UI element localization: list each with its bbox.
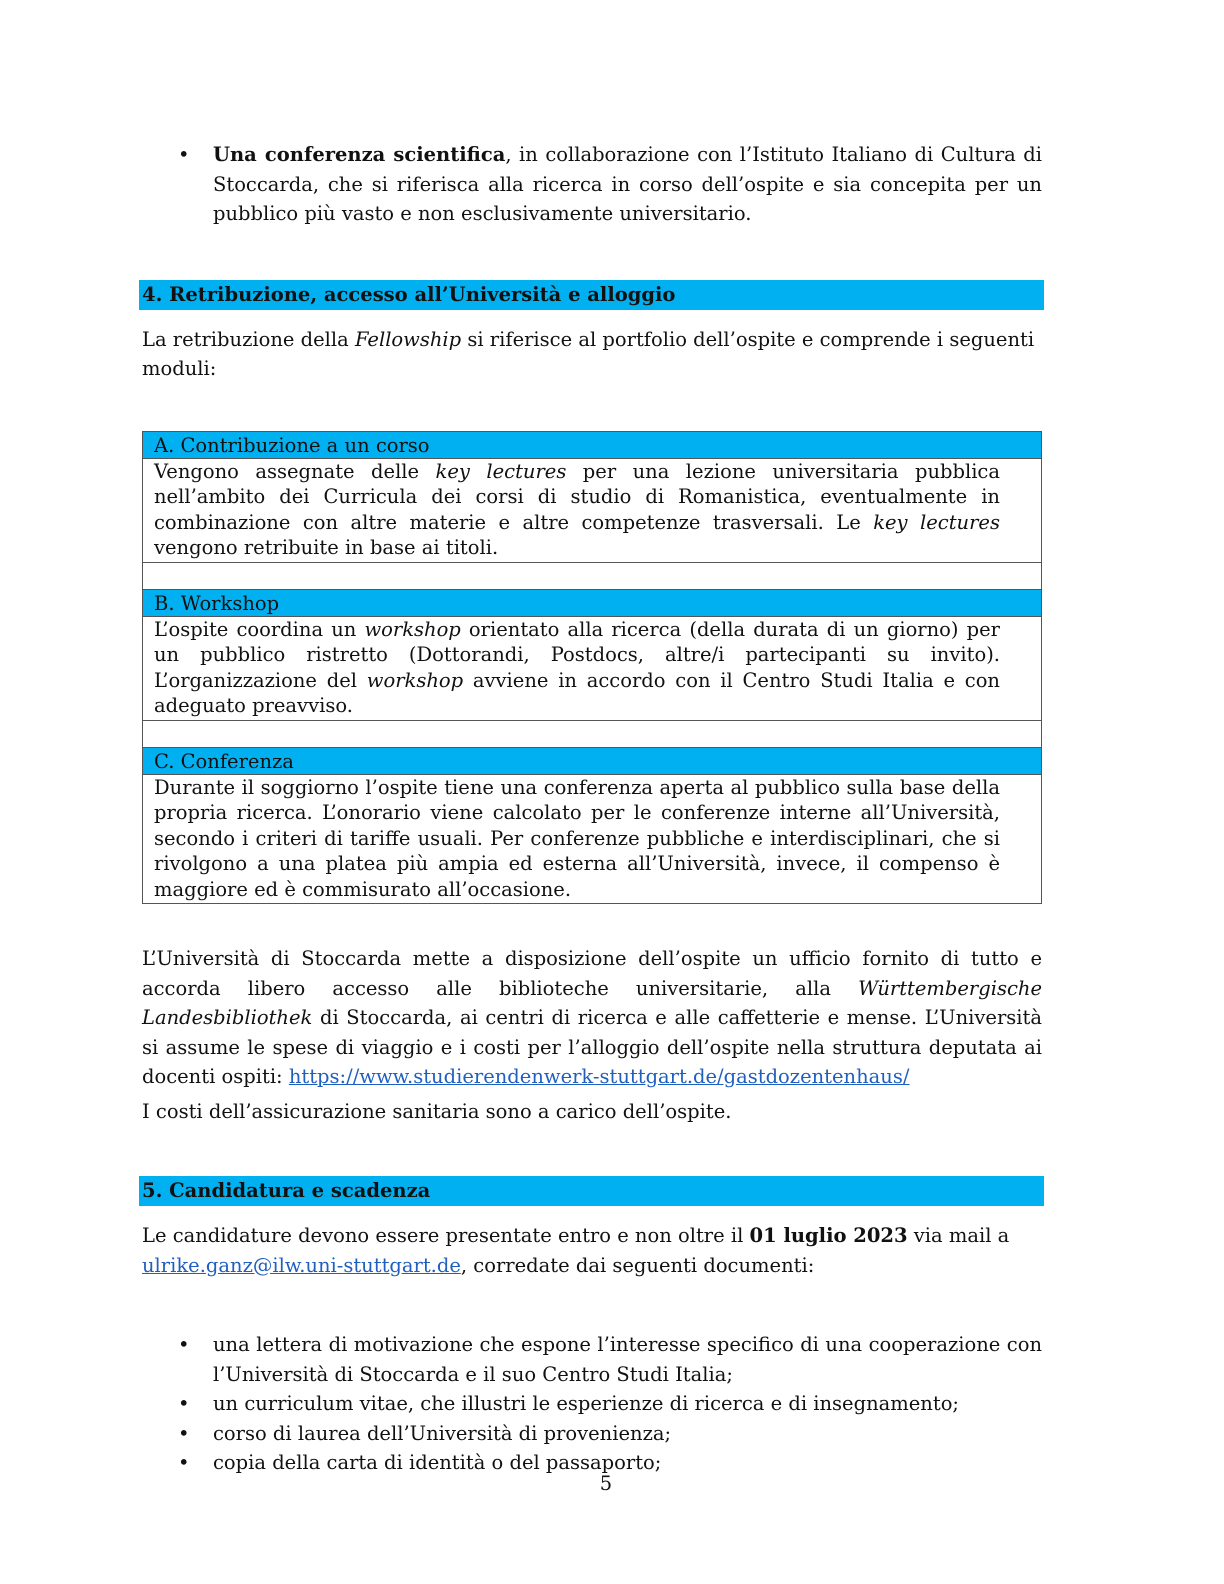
module-italic: key lectures bbox=[873, 510, 1000, 534]
access-text: L’Università di Stoccarda mette a disposizione dell’ospite un ufficio fornito di tutto e accorda libero accesso alle biblioteche universitarie, alla bbox=[142, 947, 1042, 1000]
deadline-date: 01 luglio 2023 bbox=[749, 1224, 908, 1247]
access-text: di Stoccarda, ai centri di ricerca e alle caffetterie e mense. L’Università si assume le spese di viaggio e i costi per l’alloggio dell’ospite nella struttura deputata ai docenti ospiti: bbox=[142, 1006, 1042, 1088]
list-item: • un curriculum vitae, che illustri le esperienze di ricerca e di insegnamento; bbox=[142, 1389, 1042, 1419]
module-italic: workshop bbox=[364, 617, 461, 641]
list-item: • una lettera di motivazione che espone l’interesse specifico di una cooperazione con l’Università di Stoccarda e il suo Centro Studi Italia; bbox=[142, 1330, 1042, 1389]
insurance-paragraph: I costi dell’assicurazione sanitaria sono a carico dell’ospite. bbox=[142, 1099, 732, 1123]
section-4-heading: 4. Retribuzione, accesso all’Università e alloggio bbox=[139, 280, 1044, 310]
module-text: vengono retribuite in base ai titoli. bbox=[154, 536, 499, 559]
intro-italic: Fellowship bbox=[354, 327, 462, 351]
intro-text: La retribuzione della bbox=[142, 327, 355, 351]
list-item: • copia della carta di identità o del passaporto; bbox=[142, 1448, 1042, 1478]
module-c-body: Durante il soggiorno l’ospite tiene una conferenza aperta al pubblico sulla base della propria ricerca. L’onorario viene calcolato per le conferenze interne all’Università, secondo i criteri di tariffe usuali. Per conferenze pubbliche e interdisciplinari, che si rivolgono a una platea più ampia ed esterna all’Università, invece, il compenso è maggiore ed è commisurato all’occasione. bbox=[154, 775, 1000, 901]
module-text: per una lezione universitaria pubblica nell’ambito dei Curricula dei corsi di studio di Romanistica, eventualmente in combinazione con altre materie e altre competenze trasversali. Le bbox=[154, 459, 1000, 534]
documents-list bbox=[142, 1330, 1042, 1478]
top-bullet-list bbox=[142, 140, 1042, 229]
access-paragraph bbox=[142, 944, 1042, 1092]
module-text: L’ospite coordina un bbox=[154, 617, 365, 641]
page-number: 5 bbox=[599, 1472, 613, 1495]
module-spacer bbox=[143, 563, 1041, 590]
section-5-heading: 5. Candidatura e scadenza bbox=[139, 1176, 1044, 1206]
deadline-paragraph bbox=[142, 1221, 1042, 1280]
list-item: • corso di laurea dell’Università di provenienza; bbox=[142, 1419, 1042, 1449]
module-spacer bbox=[143, 721, 1041, 748]
section-4-intro bbox=[142, 325, 1042, 384]
module-a-body bbox=[143, 459, 1041, 563]
module-italic: workshop bbox=[366, 668, 464, 692]
intro-text: si riferisce al portfolio dell’ospite e comprende i seguenti moduli: bbox=[142, 327, 1035, 380]
page-content bbox=[142, 140, 1042, 1478]
list-item bbox=[142, 140, 1042, 229]
module-text: orientato alla ricerca (della durata di un giorno) per un pubblico ristretto (Dottorandi, Postdocs, altre/i partecipanti su invito). L’organizzazione del bbox=[154, 617, 1000, 692]
module-text: avviene in accordo con il Centro Studi Italia e con adeguato preavviso. bbox=[154, 668, 1000, 717]
module-c-title: C. Conferenza bbox=[143, 748, 1041, 775]
modules-table bbox=[142, 431, 1042, 905]
deadline-text: via mail a bbox=[907, 1224, 1010, 1247]
module-text: Vengono assegnate delle bbox=[154, 459, 436, 483]
bullet-text: , in collaborazione con l’Istituto Italiano di Cultura di Stoccarda, che si riferisca alla ricerca in corso dell’ospite e sia concepita per un pubblico più vasto e non esclusivamente universitario. bbox=[213, 143, 1042, 225]
deadline-text: , corredate dai seguenti documenti: bbox=[460, 1253, 815, 1277]
module-a-title: A. Contribuzione a un corso bbox=[143, 432, 1041, 459]
module-italic: key lectures bbox=[435, 459, 567, 483]
access-italic: Württembergische Landesbibliothek bbox=[142, 976, 1042, 1029]
email-link[interactable]: ulrike.ganz@ilw.uni-stuttgart.de bbox=[142, 1253, 461, 1277]
bullet-bold-text: Una conferenza scientifica bbox=[213, 143, 506, 166]
deadline-text: Le candidature devono essere presentate entro e non oltre il bbox=[142, 1224, 750, 1247]
studierendenwerk-link[interactable]: https://www.studierendenwerk-stuttgart.de/gastdozentenhaus/ bbox=[288, 1065, 910, 1088]
module-b-title: B. Workshop bbox=[143, 590, 1041, 617]
module-b-body bbox=[143, 617, 1041, 721]
